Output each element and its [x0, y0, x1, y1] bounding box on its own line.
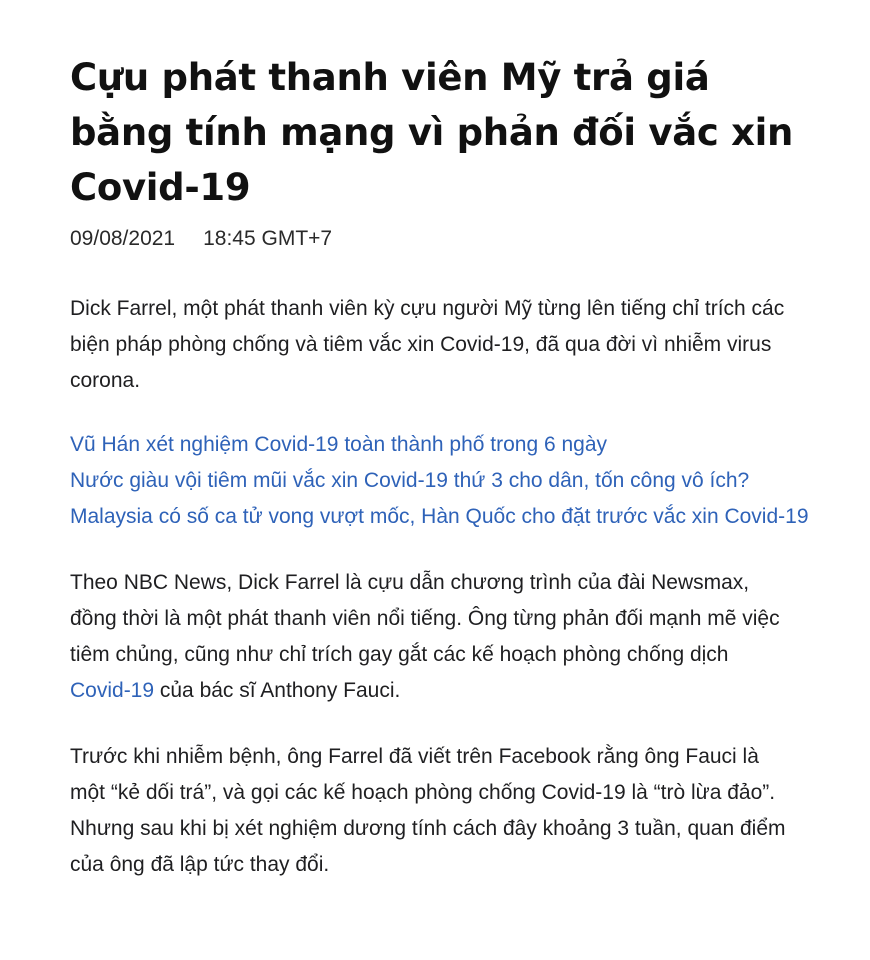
- related-link-malaysia[interactable]: Malaysia có số ca tử vong vượt mốc, Hàn Quốc cho đặt trước vắc xin Covid-19: [70, 505, 809, 528]
- paragraph-text: của bác sĩ Anthony Fauci.: [154, 679, 401, 702]
- body-paragraph-facebook: Trước khi nhiễm bệnh, ông Farrel đã viết trên Facebook rằng ông Fauci là một “kẻ dối trá”, và gọi các kế hoạch phòng chống Covid-19 là “trò lừa đảo”. Nhưng sau khi bị xét nghiệm dương tính cách đây khoảng 3 tuần, quan điểm của ông đã lập tức thay đổi.: [70, 745, 786, 876]
- article-title: Cựu phát thanh viên Mỹ trả giá bằng tính mạng vì phản đối vắc xin Covid-19: [70, 56, 794, 209]
- publish-date: 09/08/2021: [70, 227, 176, 250]
- related-link-wuhan[interactable]: Vũ Hán xét nghiệm Covid-19 toàn thành phố trong 6 ngày: [70, 433, 608, 456]
- publish-time: 18:45 GMT+7: [203, 227, 333, 250]
- covid-topic-link[interactable]: Covid-19: [70, 679, 155, 702]
- related-links: [70, 427, 810, 535]
- body-paragraph-nbc: [70, 565, 790, 709]
- article-meta: [70, 227, 810, 251]
- paragraph-text: Theo NBC News, Dick Farrel là cựu dẫn chương trình của đài Newsmax, đồng thời là một phát thanh viên nổi tiếng. Ông từng phản đối mạnh mẽ việc tiêm chủng, cũng như chỉ trích gay gắt các kế hoạch phòng chống dịch: [70, 571, 780, 666]
- lead-paragraph: Dick Farrel, một phát thanh viên kỳ cựu người Mỹ từng lên tiếng chỉ trích các biện pháp phòng chống và tiêm vắc xin Covid-19, đã qua đời vì nhiễm virus corona.: [70, 297, 785, 392]
- related-link-booster[interactable]: Nước giàu vội tiêm mũi vắc xin Covid-19 thứ 3 cho dân, tốn công vô ích?: [70, 469, 750, 492]
